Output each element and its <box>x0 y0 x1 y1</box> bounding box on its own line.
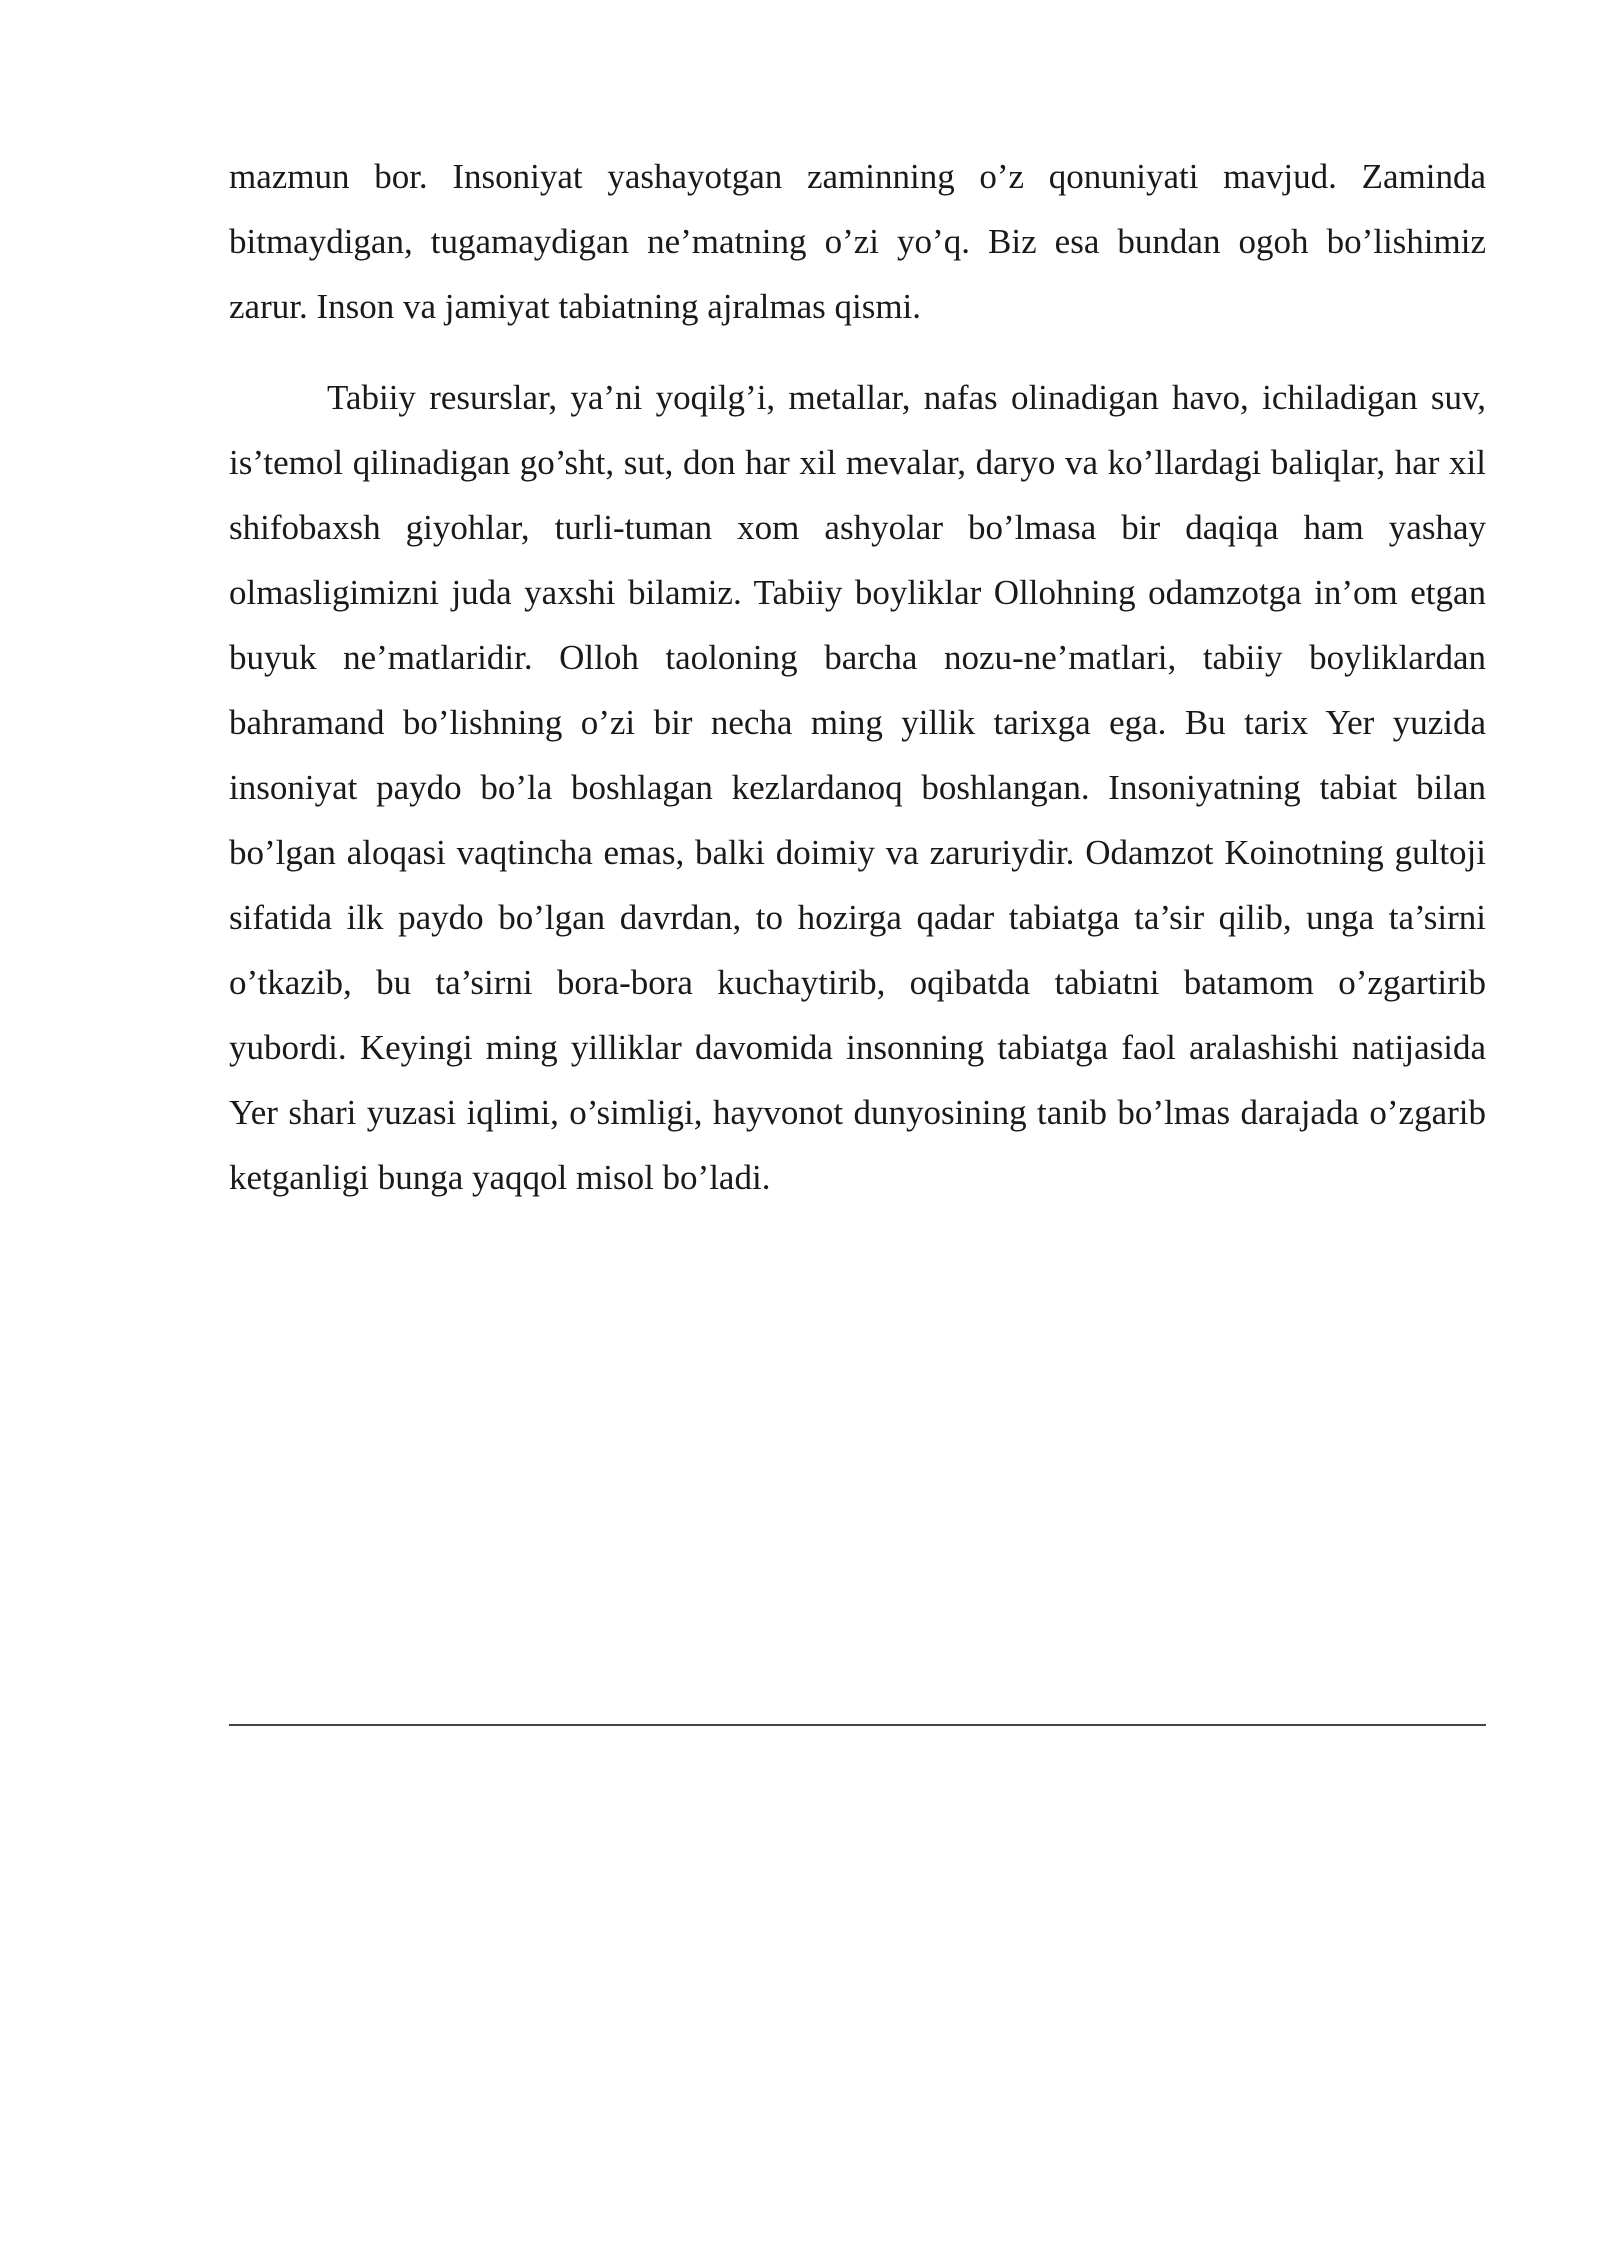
paragraph-continued <box>229 144 1486 339</box>
footnote-separator-line <box>229 1724 1486 1726</box>
paragraph-text: mazmun bor. Insoniyat yashayotgan zaminning o’z qonuniyati mavjud. Zaminda bitmaydigan, tugamaydigan ne’matning o’zi yo’q. Biz esa bundan ogoh bo’lishimiz zarur. Inson va jamiyat tabiatning ajralmas qismi. <box>229 157 1486 326</box>
paragraph-text: Tabiiy resurslar, ya’ni yoqilg’i, metallar, nafas olinadigan havo, ichiladigan suv, is’temol qilinadigan go’sht, sut, don har xil mevalar, daryo va ko’llardagi baliqlar, har xil shifobaxsh giyohlar, turli-tuman xom ashyolar bo’lmasa bir daqiqa ham yashay olmasligimizni juda yaxshi bilamiz. Tabiiy boyliklar Ollohning odamzotga in’om etgan buyuk ne’matlaridir. Olloh taoloning barcha nozu-ne’matlari, tabiiy boyliklardan bahramand bo’lishning o’zi bir necha ming yillik tarixga ega. Bu tarix Yer yuzida insoniyat paydo bo’la boshlagan kezlardanoq boshlangan. Insoniyatning tabiat bilan bo’lgan aloqasi vaqtincha emas, balki doimiy va zaruriydir. Odamzot Koinotning gultoji sifatida ilk paydo bo’lgan davrdan, to hozirga qadar tabiatga ta’sir qilib, unga ta’sirni o’tkazib, bu ta’sirni bora-bora kuchaytirib, oqibatda tabiatni batamom o’zgartirib yubordi. Keyingi ming yilliklar davomida insonning tabiatga faol aralashishi natijasida Yer shari yuzasi iqlimi, o’simligi, hayvonot dunyosining tanib bo’lmas darajada o’zgarib ketganligi bunga yaqqol misol bo’ladi. <box>229 378 1486 1197</box>
paragraph-natural-resources <box>229 365 1486 1210</box>
